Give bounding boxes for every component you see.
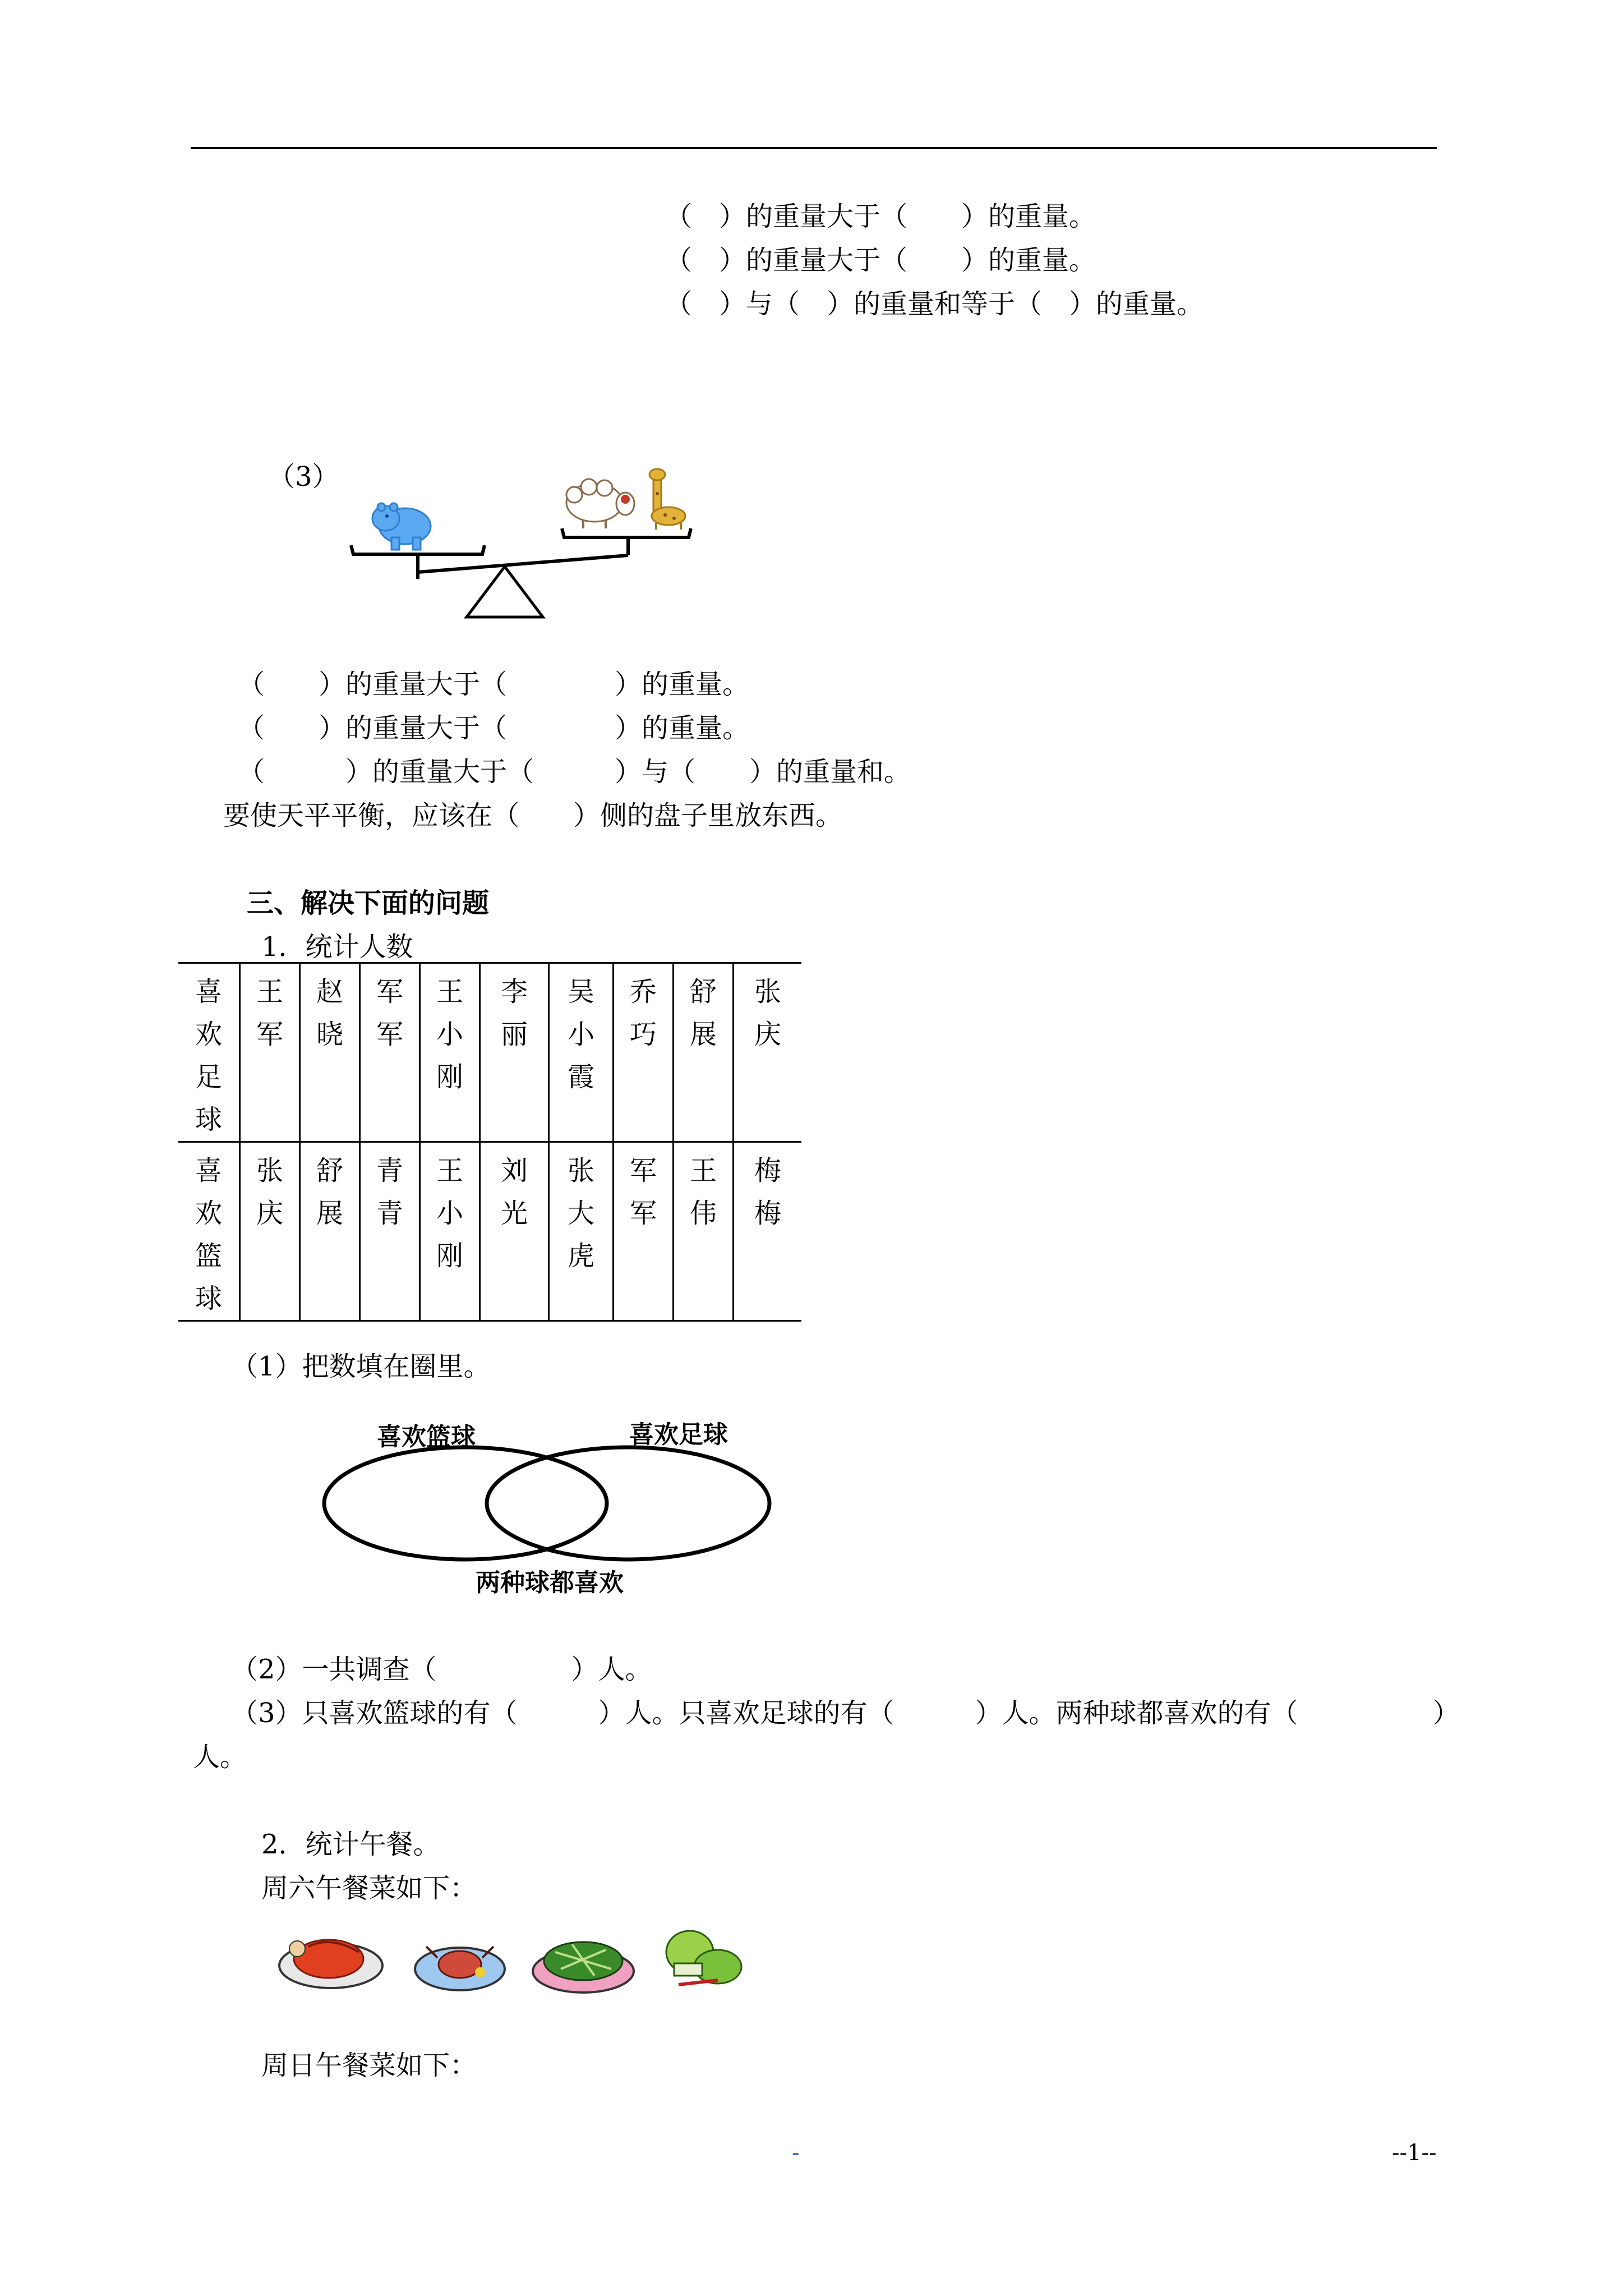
table-cell: [420, 1142, 480, 1321]
answer-line-1: （ ）的重量大于（ ）的重量。: [665, 201, 1096, 232]
name-char: 庆: [754, 1019, 781, 1050]
name-char: 小: [567, 1019, 594, 1050]
row-label-char: 喜: [195, 1155, 222, 1186]
crab-plate-icon: [415, 1947, 505, 1990]
venn-left-circle: [324, 1447, 607, 1559]
q1-part-3-cont: 人。: [193, 1741, 247, 1773]
table-row: [178, 1142, 801, 1321]
row-label-char: 球: [195, 1283, 222, 1314]
venn-overlap-label: 两种球都喜欢: [476, 1568, 624, 1597]
question-3-label: （3）: [268, 461, 339, 493]
name-char: 梅: [754, 1155, 781, 1186]
shrimp-plate-icon: [279, 1940, 382, 1988]
name-char: 张: [567, 1155, 594, 1186]
q3-line-4: 要使天平平衡，应该在（ ）侧的盘子里放东西。: [223, 800, 843, 831]
hippo-icon: [372, 503, 431, 550]
sheep-icon: [566, 479, 634, 528]
name-char: 军: [256, 1019, 283, 1050]
balance-scale-figure: [342, 460, 707, 628]
name-char: 伟: [689, 1198, 717, 1229]
name-char: 小: [436, 1019, 463, 1050]
name-char: 青: [376, 1155, 403, 1186]
name-char: 舒: [316, 1155, 343, 1186]
venn-left-label: 喜欢篮球: [377, 1423, 476, 1451]
answer-line-2: （ ）的重量大于（ ）的重量。: [665, 245, 1096, 276]
name-char: 舒: [689, 976, 717, 1007]
q1-part-1: （1）把数填在圈里。: [231, 1351, 491, 1382]
name-char: 霞: [567, 1061, 594, 1093]
statistics-table: [178, 962, 801, 1322]
table-cell: [674, 1142, 734, 1321]
name-char: 乔: [629, 976, 657, 1007]
name-char: 军: [376, 976, 403, 1007]
name-char: 王: [436, 976, 463, 1007]
venn-right-label: 喜欢足球: [629, 1420, 728, 1449]
venn-diagram: [314, 1414, 791, 1604]
table-cell: [549, 1142, 614, 1321]
table-cell: [614, 963, 674, 1142]
name-char: 军: [629, 1198, 657, 1229]
name-char: 王: [436, 1155, 463, 1186]
table-cell: [300, 963, 360, 1142]
name-char: 丽: [500, 1019, 528, 1050]
table-cell: [480, 963, 549, 1142]
name-char: 张: [754, 976, 781, 1007]
header-rule: [191, 147, 1437, 149]
name-char: 青: [376, 1198, 403, 1229]
name-char: 庆: [256, 1198, 283, 1229]
q2-saturday: 周六午餐菜如下：: [261, 1872, 477, 1904]
row-label: [178, 1142, 240, 1321]
name-char: 虎: [567, 1240, 594, 1272]
scale-beam: [418, 555, 628, 572]
table-cell: [240, 963, 300, 1142]
row-label-char: 足: [195, 1061, 222, 1093]
section-3-title: 三、解决下面的问题: [247, 887, 490, 919]
table-cell: [300, 1142, 360, 1321]
name-char: 刚: [436, 1240, 463, 1272]
bok-choy-icon: [666, 1931, 741, 1985]
table-cell: [734, 963, 802, 1142]
saturday-dishes: [275, 1913, 768, 1997]
q1-part-3: （3）只喜欢篮球的有（ ）人。只喜欢足球的有（ ）人。两种球都喜欢的有（ ）: [231, 1697, 1460, 1729]
name-char: 梅: [754, 1198, 781, 1229]
table-cell: [549, 963, 614, 1142]
row-label-char: 篮: [195, 1240, 222, 1272]
table-cell: [240, 1142, 300, 1321]
green-beans-plate-icon: [533, 1942, 634, 1993]
table-cell: [420, 963, 480, 1142]
table-cell: [734, 1142, 802, 1321]
fulcrum-triangle: [467, 567, 543, 617]
row-label-char: 球: [195, 1104, 222, 1135]
name-char: 展: [316, 1198, 343, 1229]
row-label-char: 欢: [195, 1019, 222, 1050]
q1-title: 1．统计人数: [261, 931, 413, 963]
table-cell: [480, 1142, 549, 1321]
table-cell: [674, 963, 734, 1142]
name-char: 吴: [567, 976, 594, 1007]
name-char: 刘: [500, 1155, 528, 1186]
q3-line-1: （ ）的重量大于（ ）的重量。: [238, 669, 750, 700]
row-label-char: 喜: [195, 976, 222, 1007]
name-char: 张: [256, 1155, 283, 1186]
name-char: 小: [436, 1198, 463, 1229]
name-char: 赵: [316, 976, 343, 1007]
q3-line-3: （ ）的重量大于（ ）与（ ）的重量和。: [238, 756, 911, 788]
name-char: 展: [689, 1019, 717, 1050]
table-row: [178, 963, 801, 1142]
q1-part-2: （2）一共调查（ ）人。: [231, 1654, 652, 1685]
name-char: 王: [256, 976, 283, 1007]
right-pan: [562, 528, 691, 537]
footer-center-mark: -: [792, 2140, 800, 2166]
table-cell: [360, 963, 420, 1142]
table-cell: [614, 1142, 674, 1321]
name-char: 晓: [316, 1019, 343, 1050]
page-number: --1--: [1392, 2140, 1437, 2166]
name-char: 大: [567, 1198, 594, 1229]
name-char: 刚: [436, 1061, 463, 1093]
name-char: 李: [500, 976, 528, 1007]
table-cell: [360, 1142, 420, 1321]
name-char: 光: [500, 1198, 528, 1229]
answer-line-3: （ ）与（ ）的重量和等于（ ）的重量。: [665, 288, 1204, 320]
name-char: 军: [629, 1155, 657, 1186]
q3-line-2: （ ）的重量大于（ ）的重量。: [238, 712, 750, 744]
q2-sunday: 周日午餐菜如下：: [261, 2050, 477, 2081]
venn-right-circle: [487, 1447, 769, 1559]
name-char: 巧: [629, 1019, 657, 1050]
row-label-char: 欢: [195, 1198, 222, 1229]
giraffe-icon: [649, 469, 685, 530]
q2-title: 2．统计午餐。: [261, 1829, 440, 1860]
name-char: 王: [689, 1155, 717, 1186]
row-label: [178, 963, 240, 1142]
name-char: 军: [376, 1019, 403, 1050]
